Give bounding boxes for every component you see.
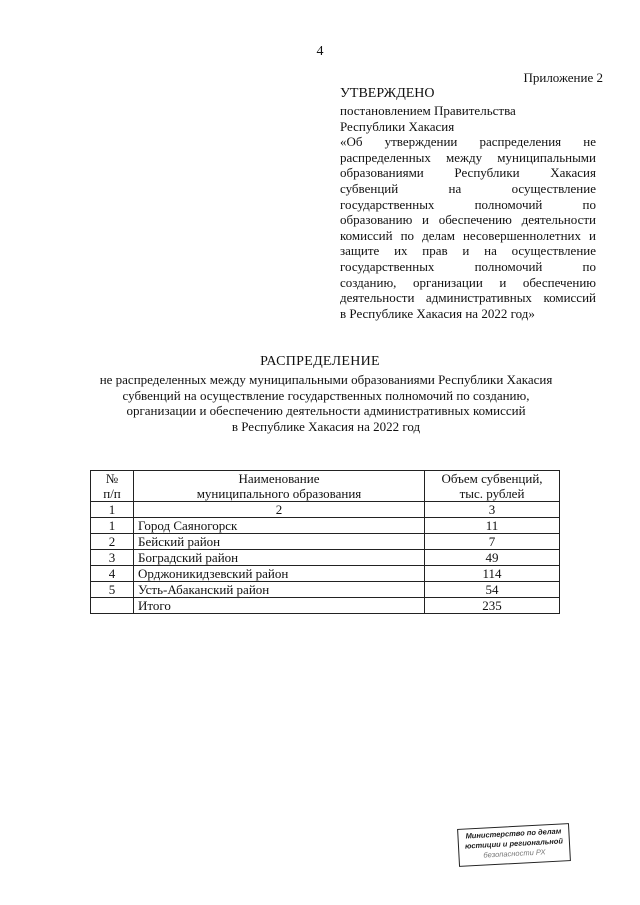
approval-line: комиссий по делам несовершеннолетних и: [340, 227, 596, 243]
table-cell: 11: [425, 518, 560, 534]
approval-line: государственных полномочий по: [340, 258, 596, 274]
header-name: Наименование муниципального образования: [134, 471, 425, 502]
approval-block: [340, 86, 596, 321]
approval-line: деятельности административных комиссий: [340, 290, 596, 306]
table-cell: 49: [425, 550, 560, 566]
subheading-line: субвенций на осуществление государственных полномочий по созданию,: [122, 387, 530, 403]
stamp-line: юстиции и региональной: [464, 836, 564, 851]
distribution-table: [90, 470, 560, 614]
subheading-line: организации и обеспечению деятельности административных комиссий: [126, 403, 526, 419]
table-row: [91, 566, 560, 582]
approval-line: постановлением Правительства: [340, 103, 516, 118]
table-cell: 3: [425, 502, 560, 518]
table-cell: 1: [91, 518, 134, 534]
table-cell: 54: [425, 582, 560, 598]
approval-line: Республики Хакасия: [340, 118, 455, 134]
appendix-label: Приложение 2: [523, 70, 603, 85]
table-cell: Боградский район: [134, 550, 425, 566]
table-index-row: [91, 502, 560, 518]
table-row: [91, 534, 560, 550]
document-subheading: [80, 372, 572, 434]
approval-line: защите их прав и на осуществление: [340, 243, 596, 259]
table-cell: Город Саяногорск: [134, 518, 425, 534]
table-cell: 2: [91, 534, 134, 550]
table-cell: 7: [425, 534, 560, 550]
table-cell: 1: [91, 502, 134, 518]
approval-line: образованию и обеспечению деятельности: [340, 212, 596, 228]
document-heading: РАСПРЕДЕЛЕНИЕ: [260, 354, 380, 369]
stamp-line: Министерство по делам: [465, 826, 562, 841]
approval-line: государственных полномочий по: [340, 196, 596, 212]
total-amount: 235: [425, 598, 560, 614]
table-cell: 3: [91, 550, 134, 566]
table-cell: Орджоникидзевский район: [134, 566, 425, 582]
table-cell: 2: [134, 502, 425, 518]
header-amount: Объем субвенций, тыс. рублей: [425, 471, 560, 502]
table-row: [91, 582, 560, 598]
approval-line: «Об утверждении распределения не: [340, 134, 596, 150]
header-num: № п/п: [91, 471, 134, 502]
table-cell: 114: [425, 566, 560, 582]
table-row: [91, 518, 560, 534]
table-cell: 4: [91, 566, 134, 582]
table-header-row: [91, 471, 560, 502]
table-cell: 5: [91, 582, 134, 598]
approval-line: образованиями Республики Хакасия: [340, 165, 596, 181]
table-cell: Бейский район: [134, 534, 425, 550]
stamp-line: безопасности РХ: [483, 847, 546, 860]
subheading-line: не распределенных между муниципальными образованиями Республики Хакасия: [99, 372, 553, 387]
approval-line: в Республике Хакасия на 2022 год»: [340, 305, 535, 321]
page-number: 4: [316, 44, 324, 59]
ministry-stamp: [457, 823, 571, 867]
subheading-line: в Республике Хакасия на 2022 год: [231, 418, 421, 434]
table-cell: Усть-Абаканский район: [134, 582, 425, 598]
approval-line: распределенных между муниципальными: [340, 149, 596, 165]
table-cell: [91, 598, 134, 614]
approval-line: созданию, организации и обеспечению: [340, 274, 596, 290]
total-label: Итого: [134, 598, 425, 614]
table-total-row: [91, 598, 560, 614]
approval-title: УТВЕРЖДЕНО: [340, 86, 435, 101]
table-row: [91, 550, 560, 566]
approval-line: субвенций на осуществление: [340, 180, 596, 196]
